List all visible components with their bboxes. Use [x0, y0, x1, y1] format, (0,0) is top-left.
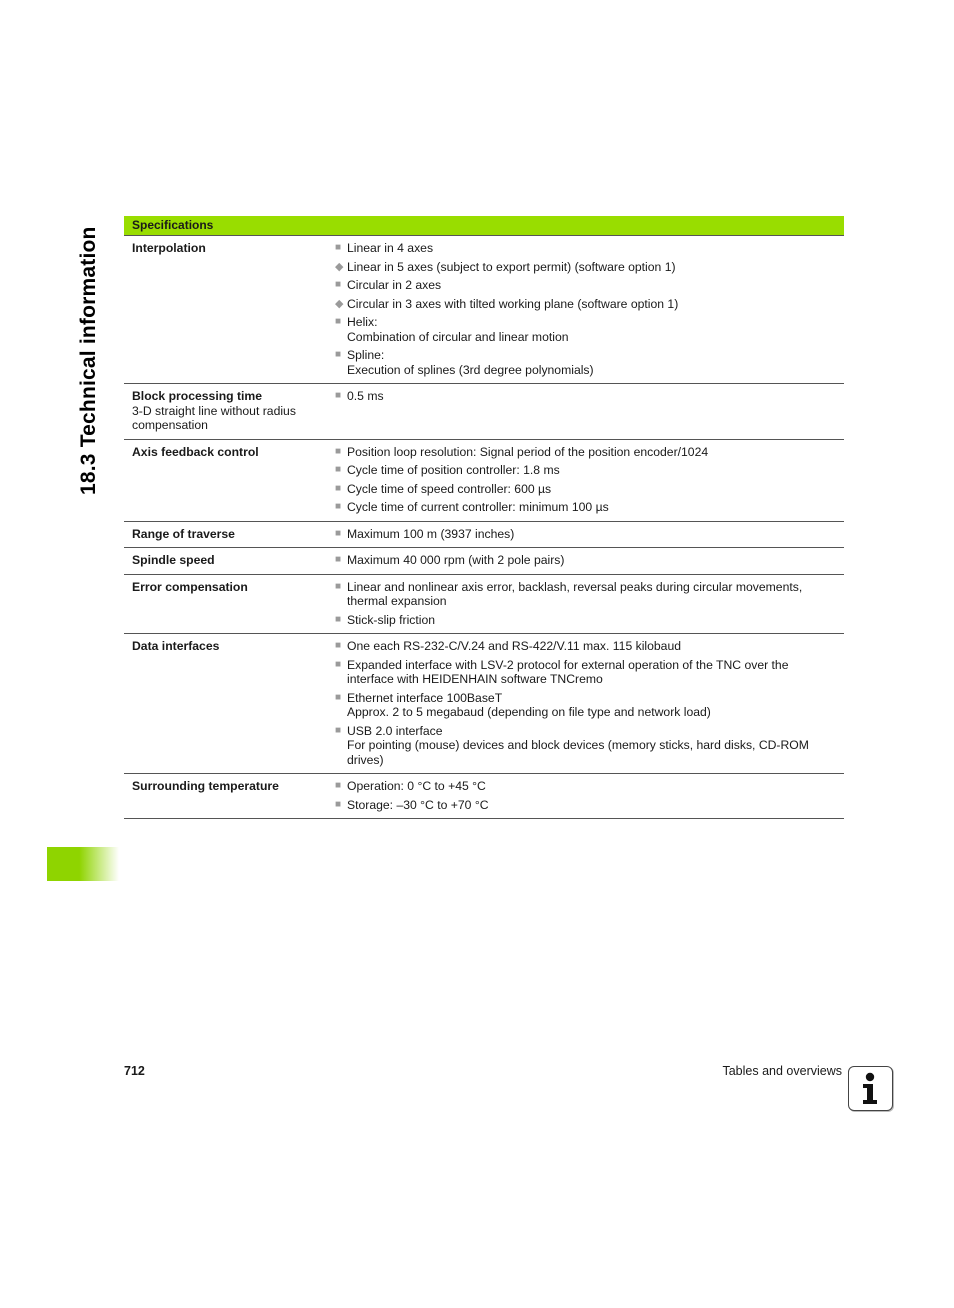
row-label-cell	[124, 580, 335, 628]
diamond-bullet-icon: ◆	[335, 260, 344, 273]
row-label: Surrounding temperature	[132, 779, 279, 793]
chapter-tab-marker	[47, 847, 119, 881]
square-bullet-icon: ■	[335, 780, 342, 791]
square-bullet-icon: ■	[335, 527, 342, 539]
list-item	[335, 445, 836, 460]
square-bullet-icon: ■	[335, 798, 342, 810]
diamond-bullet-icon: ◆	[335, 297, 344, 310]
list-item-text: Ethernet interface 100BaseT Approx. 2 to 5 megabaud (depending on file type and network load)	[347, 690, 711, 719]
list-item-text: Operation: 0 °C to +45 °C	[347, 779, 486, 793]
table-row	[124, 774, 844, 819]
list-item	[335, 278, 836, 293]
list-item-text: Stick-slip friction	[347, 612, 436, 627]
square-bullet-icon: ■	[335, 242, 342, 253]
list-item	[335, 553, 836, 568]
row-label-cell	[124, 527, 335, 542]
list-item	[335, 260, 836, 275]
list-item	[335, 348, 836, 377]
side-section-title: 18.3 Technical information	[77, 226, 100, 495]
list-item-text: Maximum 40 000 rpm (with 2 pole pairs)	[347, 553, 565, 567]
row-values-cell	[335, 580, 844, 628]
row-values-cell	[335, 639, 844, 767]
square-bullet-icon: ■	[335, 658, 342, 670]
list-item	[335, 241, 836, 256]
list-item-text: Maximum 100 m (3937 inches)	[347, 526, 515, 541]
square-bullet-icon: ■	[335, 279, 342, 290]
row-label: Axis feedback control	[132, 444, 259, 459]
list-item-text: Spline: Execution of splines (3rd degree polynomials)	[347, 348, 594, 377]
list-item	[335, 779, 836, 794]
table-row	[124, 575, 844, 635]
square-bullet-icon: ■	[335, 580, 342, 592]
row-label: Data interfaces	[132, 639, 220, 653]
list-item	[335, 389, 836, 404]
row-values-cell	[335, 553, 844, 568]
square-bullet-icon: ■	[335, 349, 342, 360]
list-item	[335, 724, 836, 768]
list-item-text: USB 2.0 interface For pointing (mouse) devices and block devices (memory sticks, hard disks, CD-ROM drives)	[347, 723, 809, 767]
list-item-text: Circular in 2 axes	[347, 278, 442, 292]
square-bullet-icon: ■	[335, 613, 342, 625]
footer-section-title: Tables and overviews	[722, 1064, 842, 1078]
row-label-cell	[124, 445, 335, 515]
square-bullet-icon: ■	[335, 724, 342, 736]
table-row	[124, 522, 844, 549]
info-icon	[848, 1066, 893, 1111]
row-label-cell	[124, 389, 335, 433]
table-row	[124, 634, 844, 774]
row-values-cell	[335, 445, 844, 515]
square-bullet-icon: ■	[335, 501, 342, 512]
list-item-text: Cycle time of speed controller: 600 µs	[347, 481, 552, 496]
row-label-cell	[124, 553, 335, 568]
row-label: Spindle speed	[132, 553, 215, 567]
table-body	[124, 236, 844, 819]
square-bullet-icon: ■	[335, 554, 342, 565]
list-item-text: Position loop resolution: Signal period of the position encoder/1024	[347, 444, 709, 459]
specifications-table	[124, 216, 844, 819]
list-item-text: Linear in 4 axes	[347, 241, 434, 255]
row-label: Interpolation	[132, 241, 206, 255]
square-bullet-icon: ■	[335, 390, 342, 401]
list-item-text: 0.5 ms	[347, 389, 384, 403]
row-values-cell	[335, 527, 844, 542]
row-values-cell	[335, 241, 844, 377]
list-item	[335, 691, 836, 720]
list-item	[335, 297, 836, 312]
list-item-text: Circular in 3 axes with tilted working plane (software option 1)	[347, 296, 679, 311]
list-item	[335, 613, 836, 628]
row-label-cell	[124, 241, 335, 377]
list-item	[335, 580, 836, 609]
table-row	[124, 384, 844, 440]
list-item	[335, 482, 836, 497]
row-values-cell	[335, 389, 844, 433]
table-header: Specifications	[124, 216, 844, 236]
list-item-text: Cycle time of current controller: minimum 100 µs	[347, 500, 609, 514]
row-label: Error compensation	[132, 579, 248, 594]
square-bullet-icon: ■	[335, 445, 342, 457]
list-item-text: Expanded interface with LSV-2 protocol for external operation of the TNC over the interface with HEIDENHAIN software TNCremo	[347, 657, 789, 686]
list-item-text: Storage: –30 °C to +70 °C	[347, 797, 489, 812]
table-row	[124, 548, 844, 575]
row-label-cell	[124, 779, 335, 812]
table-row	[124, 440, 844, 522]
row-label: Range of traverse	[132, 526, 235, 541]
list-item-text: Helix: Combination of circular and linear motion	[347, 315, 569, 344]
row-label-cell	[124, 639, 335, 767]
list-item	[335, 658, 836, 687]
list-item-text: One each RS-232-C/V.24 and RS-422/V.11 max. 115 kilobaud	[347, 639, 682, 653]
list-item-text: Linear and nonlinear axis error, backlash, reversal peaks during circular movements, thermal expansion	[347, 579, 803, 608]
square-bullet-icon: ■	[335, 691, 342, 703]
page-number: 712	[124, 1064, 145, 1078]
square-bullet-icon: ■	[335, 482, 342, 494]
row-label: Block processing time	[132, 389, 263, 403]
list-item	[335, 463, 836, 478]
square-bullet-icon: ■	[335, 316, 342, 327]
list-item-text: Cycle time of position controller: 1.8 ms	[347, 463, 560, 477]
row-values-cell	[335, 779, 844, 812]
square-bullet-icon: ■	[335, 464, 342, 475]
table-row	[124, 236, 844, 384]
list-item	[335, 798, 836, 813]
list-item	[335, 527, 836, 542]
list-item	[335, 315, 836, 344]
row-sublabel: 3-D straight line without radius compensation	[132, 403, 296, 432]
square-bullet-icon: ■	[335, 640, 342, 651]
list-item-text: Linear in 5 axes (subject to export permit) (software option 1)	[347, 259, 676, 274]
list-item	[335, 500, 836, 515]
list-item	[335, 639, 836, 654]
